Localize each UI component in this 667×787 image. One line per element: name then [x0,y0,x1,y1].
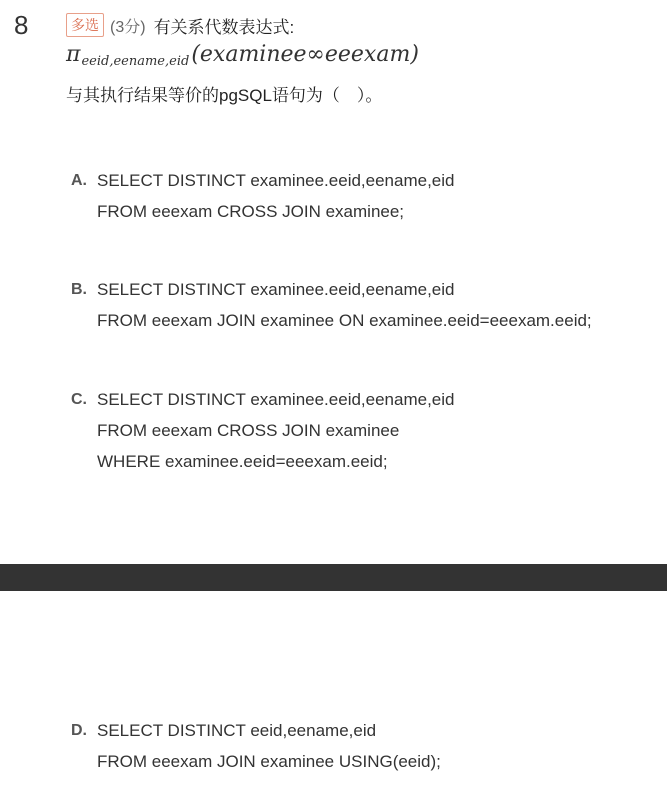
option-d[interactable] [71,715,441,777]
section-divider [0,564,667,591]
option-line: SELECT DISTINCT examinee.eeid,eename,eid [97,390,455,409]
projection-operator: π [66,42,81,67]
question-score: (3分) [110,18,146,36]
option-a[interactable] [71,165,455,227]
multi-choice-tag: 多选 [66,13,104,37]
option-line: WHERE examinee.eeid=eeexam.eeid; [97,452,388,471]
option-line: FROM eeexam JOIN examinee ON examinee.eeid=eeexam.eeid; [97,311,592,330]
option-text [97,384,455,477]
option-line: FROM eeexam CROSS JOIN examinee; [97,202,405,221]
option-letter: A. [71,172,87,189]
projection-attributes: eeid,eename,eid [81,54,190,69]
question-suffix: 与其执行结果等价的pgSQL语句为（ ）。 [66,86,383,105]
option-text [97,715,441,777]
option-text [97,274,592,336]
option-line: SELECT DISTINCT examinee.eeid,eename,eid [97,171,455,190]
relational-algebra-formula [66,42,419,72]
option-line: FROM eeexam JOIN examinee USING(eeid); [97,752,441,771]
question-number: 8 [14,10,29,40]
option-line: SELECT DISTINCT eeid,eename,eid [97,721,377,740]
option-c[interactable] [71,384,455,477]
option-b[interactable] [71,274,592,336]
option-letter: B. [71,281,87,298]
question-header [66,12,294,38]
option-line: FROM eeexam CROSS JOIN examinee [97,421,400,440]
option-text [97,165,455,227]
join-expression: (examinee∞eeexam) [191,42,419,67]
option-letter: C. [71,391,87,408]
option-line: SELECT DISTINCT examinee.eeid,eename,eid [97,280,455,299]
option-letter: D. [71,722,87,739]
question-title: 有关系代数表达式: [153,17,295,37]
